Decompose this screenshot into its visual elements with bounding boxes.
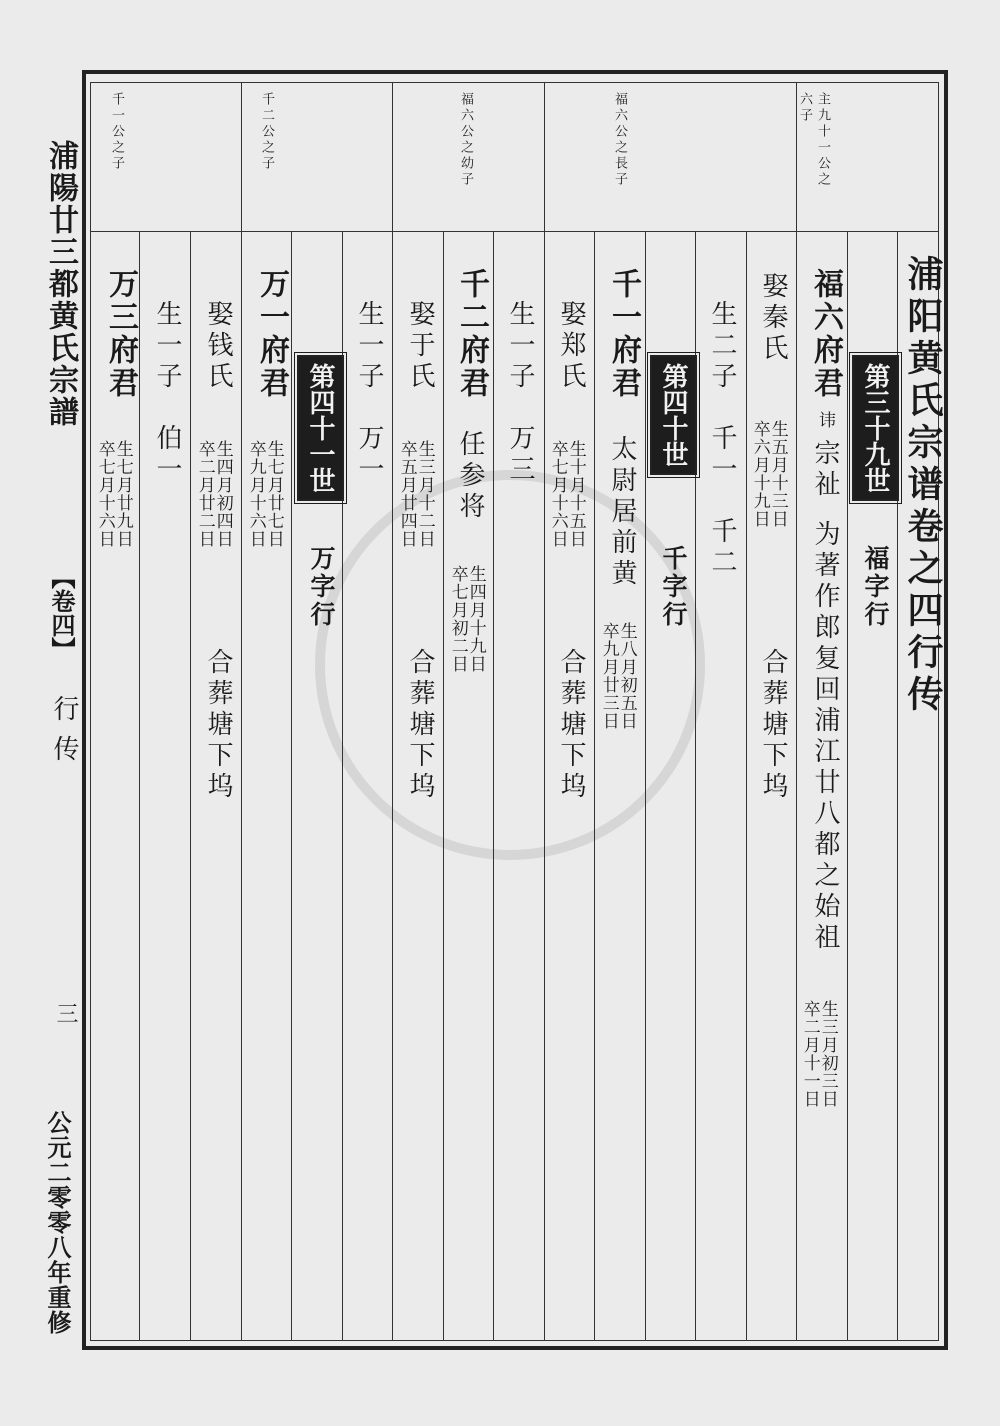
fuliu-burial: 合葬塘下坞 (758, 648, 788, 803)
fuliu-bio: 为著作郎复回浦江廿八都之始祖 (810, 520, 840, 955)
generation-39 (852, 355, 899, 505)
note-fuliu-1: 主九十一公之 (814, 92, 830, 188)
column-rule (847, 231, 848, 1341)
seal-watermark (315, 470, 705, 860)
fuliu-given-name: 宗祉 (810, 439, 840, 502)
wanyi-birth: 生七月廿七日 (263, 440, 284, 548)
note-fuliu-2: 六子 (796, 92, 812, 124)
qianyi-name: 千一府君 (606, 268, 641, 400)
wanyi-spouse-death: 卒二月廿二日 (194, 440, 215, 548)
fuliu-spouse: 娶秦氏 (758, 272, 788, 365)
page-title: 浦阳黄氏宗谱卷之四行传 (902, 255, 944, 717)
wanyi-spouse-birth: 生四月初四日 (212, 440, 233, 548)
generation-40-row: 千字行 (659, 545, 688, 629)
page-number: 三 (53, 1002, 78, 1024)
generation-41-label: 第四十一世 (297, 355, 344, 501)
generation-39-row: 福字行 (861, 545, 890, 629)
qianer-death: 卒七月初二日 (447, 565, 468, 673)
column-rule (594, 231, 595, 1341)
column-rule (190, 231, 191, 1341)
wanyi-death: 卒九月十六日 (245, 440, 266, 548)
qianyi-spouse-birth: 生十月十五日 (565, 440, 586, 548)
fuliu-death: 卒二月十一日 (799, 1000, 820, 1108)
column-rule (241, 82, 242, 1341)
qianyi-birth: 生八月初五日 (616, 622, 637, 730)
generation-40-label: 第四十世 (650, 355, 697, 475)
note-qianer: 福六公之幼子 (457, 92, 473, 188)
column-rule (645, 231, 646, 1341)
generation-41 (297, 355, 344, 505)
qianyi-death: 卒九月廿三日 (598, 622, 619, 730)
fuliu-name: 福六府君 (808, 268, 843, 400)
qianyi-children: 生一子 万三 (505, 300, 535, 486)
qianyi-spouse-death: 卒七月十六日 (547, 440, 568, 548)
generation-39-label: 第三十九世 (852, 355, 899, 501)
wansan-birth: 生七月廿九日 (112, 440, 133, 548)
qianer-burial: 合葬塘下坞 (405, 648, 435, 803)
qianer-name: 千二府君 (454, 268, 489, 400)
note-wansan: 千一公之子 (108, 92, 124, 172)
qianer-bio: 任参将 (455, 430, 485, 523)
fuliu-spouse-death: 卒六月十九日 (749, 420, 770, 528)
column-rule (392, 82, 393, 1341)
qianyi-spouse: 娶郑氏 (556, 300, 586, 393)
qianyi-burial: 合葬塘下坞 (556, 648, 586, 803)
wanyi-children: 生一子 伯一 (152, 300, 182, 486)
book-title: 浦陽廿三都黄氏宗譜 (43, 140, 78, 428)
volume-label: 【卷四】 (47, 565, 76, 661)
wanyi-name: 万一府君 (254, 268, 289, 400)
wansan-name: 万三府君 (103, 268, 138, 400)
qianer-birth: 生四月十九日 (465, 565, 486, 673)
wansan-death: 卒七月十六日 (94, 440, 115, 548)
column-rule (746, 231, 747, 1341)
fuliu-spouse-birth: 生五月十三日 (767, 420, 788, 528)
generation-41-row: 万字行 (307, 545, 336, 629)
qianer-spouse-death: 卒五月廿四日 (396, 440, 417, 548)
wanyi-burial: 合葬塘下坞 (203, 648, 233, 803)
qianer-spouse: 娶于氏 (405, 300, 435, 393)
fuliu-birth: 生三月初三日 (817, 1000, 838, 1108)
fuliu-hui: 讳 (815, 411, 835, 429)
qianer-children: 生一子 万一 (354, 300, 384, 486)
wanyi-spouse: 娶钱氏 (203, 300, 233, 393)
fuliu-entry (803, 268, 847, 954)
column-rule (796, 82, 797, 1341)
column-rule (443, 231, 444, 1341)
column-rule (544, 82, 545, 1341)
fuliu-children: 生二子 千一 千二 (707, 300, 737, 579)
qianer-spouse-birth: 生三月十二日 (414, 440, 435, 548)
column-rule (493, 231, 494, 1341)
section-label: 行传 (49, 695, 79, 775)
note-qianyi: 福六公之長子 (611, 92, 627, 188)
header-divider (90, 231, 939, 232)
note-wanyi: 千二公之子 (258, 92, 274, 172)
qianyi-bio: 太尉居前黄 (607, 435, 637, 590)
revision-note: 公元二零零八年重修 (43, 1110, 72, 1335)
generation-40 (650, 355, 697, 479)
